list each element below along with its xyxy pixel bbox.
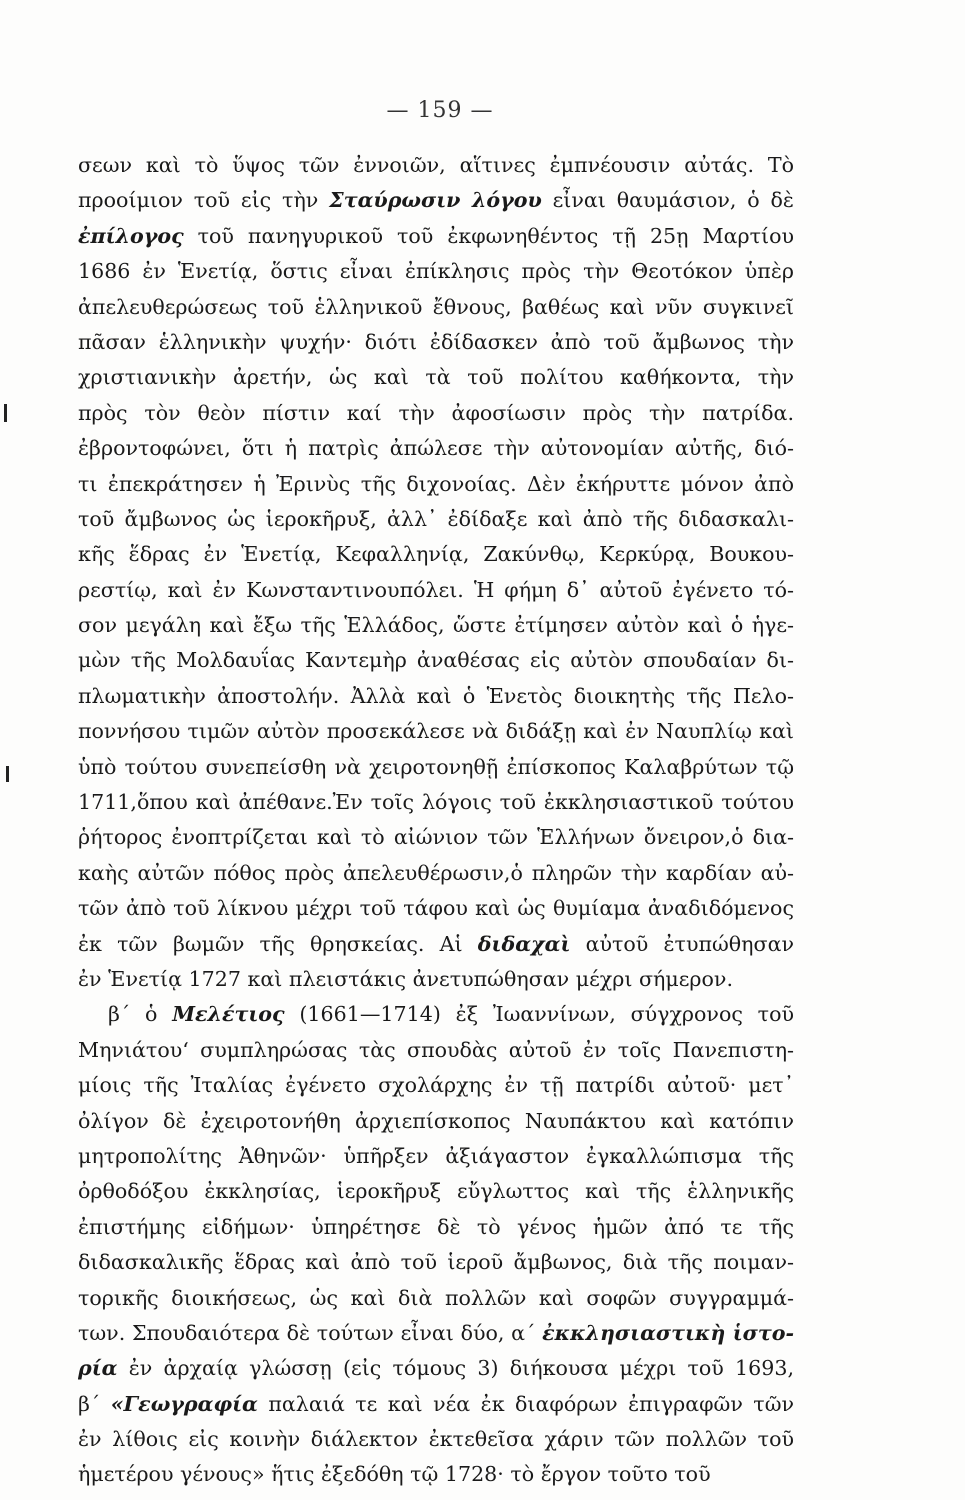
text-line (78, 1422, 794, 1457)
text-line (78, 1351, 794, 1386)
margin-mark-top (4, 404, 7, 422)
text-segment: πλωματικὴν ἀποστολήν. Ἀλλὰ καὶ ὁ Ἑνετὸς διοικητὴς τῆς Πελο- (78, 683, 794, 708)
emphasized-text: ρία (78, 1356, 118, 1381)
text-segment: σεων καὶ τὸ ὕψος τῶν ἐννοιῶν, αἵτινες ἐμπνέουσιν αὐτάς. Τὸ (78, 153, 794, 177)
text-line (78, 1316, 794, 1351)
text-segment: 1686 ἐν Ἑνετίᾳ, ὅστις εἶναι ἐπίκλησις πρὸς τὴν Θεοτόκον ὑπὲρ (78, 259, 794, 284)
text-line (78, 1068, 794, 1103)
text-segment: ὀρθοδόξου ἐκκλησίας, ἱεροκῆρυξ εὔγλωττος καὶ τῆς ἑλληνικῆς (78, 1179, 794, 1204)
text-segment: ρεστίῳ, καὶ ἐν Κωνσταντινουπόλει. Ἡ φήμη δ᾽ αὐτοῦ ἐγένετο τό- (78, 577, 794, 602)
text-segment: ἐν Ἑνετίᾳ 1727 καὶ πλειστάκις ἀνετυπώθησαν μέχρι σήμερον. (78, 966, 733, 991)
emphasized-text: «Γεωγραφία (110, 1391, 258, 1416)
text-line (78, 1245, 794, 1280)
text-segment: ἐβροντοφώνει, ὅτι ἡ πατρὶς ἀπώλεσε τὴν αὐτονομίαν αὐτῆς, διό- (78, 436, 794, 461)
text-line (78, 325, 794, 360)
text-line (78, 290, 794, 325)
text-line (78, 1210, 794, 1245)
text-line (78, 679, 794, 714)
margin-mark-bottom (6, 766, 9, 782)
emphasized-text: Μελέτιος (172, 1002, 285, 1027)
text-line (78, 183, 794, 218)
text-segment: ἐπιστήμης εἰδήμων· ὑπηρέτησε δὲ τὸ γένος ἡμῶν ἀπό τε τῆς (78, 1214, 794, 1239)
text-segment: προοίμιον τοῦ εἰς τὴν (78, 188, 330, 213)
text-segment: πρὸς τὸν θεὸν πίστιν καί τὴν ἀφοσίωσιν πρὸς τὴν πατρίδα. (78, 400, 794, 425)
text-segment: μὼν τῆς Μολδαυΐας Καντεμὴρ ἀναθέσας εἰς αὐτὸν σπουδαίαν δι- (78, 648, 794, 673)
text-segment: ὑπὸ τούτου συνεπείσθη νὰ χειροτονηθῇ ἐπίσκοπος Καλαβρύτων τῷ (78, 754, 794, 779)
text-segment: χριστιανικὴν ἀρετήν, ὡς καὶ τὰ τοῦ πολίτου καθήκοντα, τὴν (78, 365, 794, 390)
body-text (78, 148, 794, 1493)
text-line (78, 1387, 794, 1422)
text-segment: τι ἐπεκράτησεν ἡ Ἐρινὺς τῆς διχονοίας. Δὲν ἐκήρυττε μόνον ἀπὸ (78, 471, 794, 496)
text-segment: των. Σπουδαιότερα δὲ τούτων εἶναι δύο, α´ (78, 1320, 543, 1345)
text-segment: αὐτοῦ ἐτυπώθησαν (570, 931, 794, 956)
text-segment: παλαιά τε καὶ νέα ἐκ διαφόρων ἐπιγραφῶν τῶν (257, 1391, 794, 1416)
text-line (78, 750, 794, 785)
text-line (78, 1174, 794, 1209)
text-segment: ῥήτορος ἐνοπτρίζεται καὶ τὸ αἰώνιον τῶν Ἑλλήνων ὄνειρον,ὁ δια- (78, 825, 794, 850)
page-number: — 159 — (386, 98, 494, 123)
text-segment: διδασκαλικῆς ἕδρας καὶ ἀπὸ τοῦ ἱεροῦ ἄμβωνος, διὰ τῆς ποιμαν- (78, 1250, 794, 1275)
text-line (78, 1281, 794, 1316)
text-line (78, 820, 794, 855)
text-line (78, 431, 794, 466)
text-segment: β´ ὁ (108, 1002, 173, 1027)
text-segment: τοῦ πανηγυρικοῦ τοῦ ἐκφωνηθέντος τῇ 25ῃ Μαρτίου (183, 223, 794, 248)
emphasized-text: ἐκκλησιαστικὴ ἱστο- (542, 1320, 794, 1345)
text-segment: ἀπελευθερώσεως τοῦ ἑλληνικοῦ ἔθνους, βαθέως καὶ νῦν συγκινεῖ (78, 294, 794, 319)
text-line (78, 643, 794, 678)
text-line (78, 856, 794, 891)
text-line (78, 1033, 794, 1068)
text-segment: τορικῆς διοικήσεως, ὡς καὶ διὰ πολλῶν καὶ σοφῶν συγγραμμά- (78, 1285, 794, 1310)
text-segment: τῶν ἀπὸ τοῦ λίκνου μέχρι τοῦ τάφου καὶ ὡς θυμίαμα ἀναδιδόμενος (78, 896, 794, 921)
text-segment: ὀλίγον δὲ ἐχειροτονήθη ἀρχιεπίσκοπος Ναυπάκτου καὶ κατόπιν (78, 1108, 794, 1133)
text-segment: τοῦ ἄμβωνος ὡς ἱεροκῆρυξ, ἀλλ᾽ ἐδίδαξε καὶ ἀπὸ τῆς διδασκαλι- (78, 506, 794, 531)
emphasized-text: Σταύρωσιν λόγου (329, 188, 542, 213)
text-segment: ἐν λίθοις εἰς κοινὴν διάλεκτον ἐκτεθεῖσα χάριν τῶν πολλῶν τοῦ (78, 1427, 794, 1452)
text-segment: σον μεγάλη καὶ ἔξω τῆς Ἑλλάδος, ὥστε ἐτίμησεν αὐτὸν καὶ ὁ ἡγε- (78, 613, 794, 638)
text-line (78, 219, 794, 254)
text-segment: ἐκ τῶν βωμῶν τῆς θρησκείας. Αἱ (78, 931, 478, 956)
text-segment: β´ (78, 1391, 111, 1416)
text-segment: μητροπολίτης Ἀθηνῶν· ὑπῆρξεν ἀξιάγαστον ἐγκαλλώπισμα τῆς (78, 1143, 794, 1168)
text-line (78, 1104, 794, 1139)
text-line (78, 997, 794, 1032)
text-line (78, 891, 794, 926)
text-segment: καὴς αὐτῶν πόθος πρὸς ἀπελευθέρωσιν,ὁ πληρῶν τὴν καρδίαν αὐ- (78, 860, 794, 885)
text-segment: κῆς ἕδρας ἐν Ἑνετίᾳ, Κεφαλληνίᾳ, Ζακύνθῳ, Κερκύρᾳ, Βουκου- (78, 542, 794, 567)
text-line (78, 502, 794, 537)
emphasized-text: ἐπίλογος (78, 223, 184, 248)
text-line (78, 1457, 794, 1492)
text-segment: 1711,ὅπου καὶ ἀπέθανε.Ἐν τοῖς λόγοις τοῦ ἐκκλησιαστικοῦ τούτου (78, 790, 794, 815)
text-line (78, 360, 794, 395)
text-segment: (1661—1714) ἐξ Ἰωαννίνων, σύγχρονος τοῦ (284, 1002, 794, 1027)
text-line (78, 573, 794, 608)
text-line (78, 1139, 794, 1174)
text-line (78, 785, 794, 820)
text-line (78, 962, 794, 997)
text-segment: ἐν ἀρχαίᾳ γλώσσῃ (εἰς τόμους 3) διήκουσα μέχρι τοῦ 1693, (117, 1356, 794, 1381)
emphasized-text: διδαχαὶ (477, 931, 571, 956)
text-line (78, 396, 794, 431)
text-segment: ποννήσου τιμῶν αὐτὸν προσεκάλεσε νὰ διδάξῃ καὶ ἐν Ναυπλίῳ καὶ (78, 719, 794, 744)
text-line (78, 467, 794, 502)
text-segment: πᾶσαν ἑλληνικὴν ψυχήν· διότι ἐδίδασκεν ἀπὸ τοῦ ἄμβωνος τὴν (78, 329, 794, 354)
text-segment: ἡμετέρου γένους» ἥτις ἐξεδόθη τῷ 1728· τὸ ἔργον τοῦτο τοῦ (78, 1462, 711, 1487)
text-line (78, 148, 794, 183)
text-segment: Μηνιάτου‘ συμπληρώσας τὰς σπουδὰς αὐτοῦ ἐν τοῖς Πανεπιστη- (78, 1037, 794, 1062)
text-line (78, 254, 794, 289)
text-line (78, 714, 794, 749)
text-line (78, 927, 794, 962)
text-line (78, 537, 794, 572)
text-segment: μίοις τῆς Ἰταλίας ἐγένετο σχολάρχης ἐν τῇ πατρίδι αὐτοῦ· μετ᾽ (78, 1073, 794, 1098)
text-segment: εἶναι θαυμάσιον, ὁ δὲ (541, 188, 794, 213)
text-line (78, 608, 794, 643)
